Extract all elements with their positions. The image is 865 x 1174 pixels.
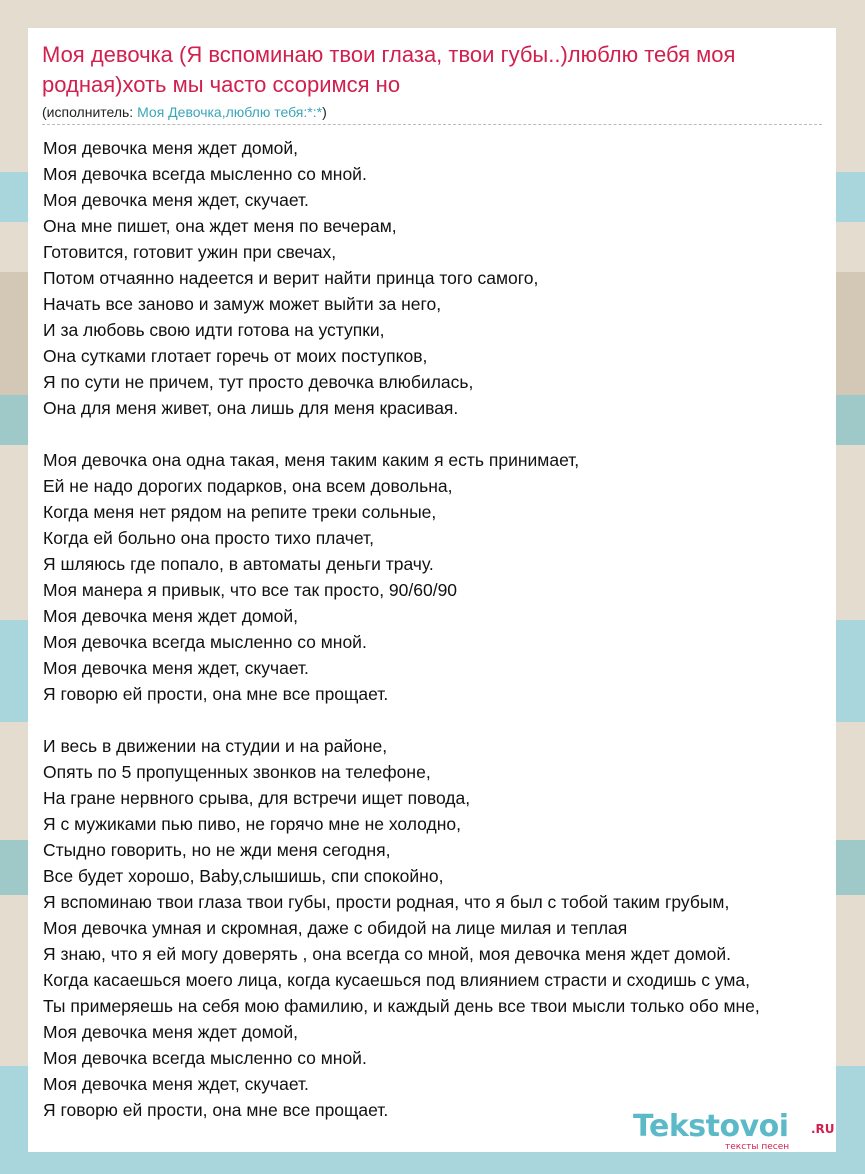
lyric-line: Готовится, готовит ужин при свечах, — [43, 242, 337, 262]
lyric-line: Я говорю ей прости, она мне все прощает. — [43, 1100, 389, 1120]
verse-3 — [43, 733, 865, 1123]
logo-suffix: .RU — [811, 1122, 835, 1136]
lyric-line: Моя девочка меня ждет домой, — [43, 606, 299, 626]
lyric-line: Она мне пишет, она ждет меня по вечерам, — [43, 216, 397, 236]
lyric-line: Я знаю, что я ей могу доверять , она всегда со мной, моя девочка меня ждет домой. — [43, 944, 732, 964]
lyric-line: Ты примеряешь на себя мою фамилию, и каждый день все твои мысли только обо мне, — [43, 996, 760, 1016]
lyric-line: Она сутками глотает горечь от моих поступков, — [43, 346, 428, 366]
divider — [42, 124, 822, 125]
lyric-line: На гране нервного срыва, для встречи ищет повода, — [43, 788, 471, 808]
lyric-line: Моя девочка меня ждет, скучает. — [43, 1074, 309, 1094]
lyric-line: Я вспоминаю твои глаза твои губы, прости родная, что я был с тобой таким грубым, — [43, 892, 730, 912]
lyric-line: Все будет хорошо, Baby,слышишь, спи спокойно, — [43, 866, 444, 886]
page-title: Моя девочка (Я вспоминаю твои глаза, твои губы..)люблю тебя моя родная)хоть мы часто ссоримся но — [42, 42, 736, 97]
lyric-line: Когда меня нет рядом на репите треки сольные, — [43, 502, 437, 522]
performer-link[interactable]: Моя Девочка,люблю тебя:*:* — [137, 104, 323, 120]
lyric-line: Моя девочка меня ждет, скучает. — [43, 190, 309, 210]
lyrics-body — [43, 135, 865, 1123]
performer-prefix: (исполнитель: — [42, 104, 138, 120]
lyric-line: Начать все заново и замуж может выйти за него, — [43, 294, 442, 314]
verse-1 — [43, 135, 865, 421]
lyric-line: Моя девочка она одна такая, меня таким каким я есть принимает, — [43, 450, 580, 470]
lyric-line: И весь в движении на студии и на районе, — [43, 736, 388, 756]
verse-2 — [43, 447, 865, 707]
lyric-line: Моя девочка всегда мысленно со мной. — [43, 164, 367, 184]
lyric-line: Я с мужиками пью пиво, не горячо мне не холодно, — [43, 814, 461, 834]
lyric-line: Потом отчаянно надеется и верит найти принца того самого, — [43, 268, 539, 288]
site-logo[interactable] — [633, 1108, 843, 1156]
lyric-line: Стыдно говорить, но не жди меня сегодня, — [43, 840, 391, 860]
performer-suffix: ) — [322, 104, 327, 120]
lyric-line: Опять по 5 пропущенных звонков на телефоне, — [43, 762, 431, 782]
logo-text: Tekstovoi — [633, 1109, 789, 1144]
lyric-line: И за любовь свою идти готова на уступки, — [43, 320, 385, 340]
verse-gap — [43, 707, 865, 733]
lyric-line: Моя девочка всегда мысленно со мной. — [43, 632, 367, 652]
lyric-line: Моя манера я привык, что все так просто, 90/60/90 — [43, 580, 458, 600]
lyric-line: Когда ей больно она просто тихо плачет, — [43, 528, 374, 548]
lyric-line: Я говорю ей прости, она мне все прощает. — [43, 684, 389, 704]
performer-line — [42, 103, 327, 121]
logo-tagline: тексты песен — [725, 1142, 790, 1152]
lyric-line: Когда касаешься моего лица, когда кусаешься под влиянием страсти и сходишь с ума, — [43, 970, 751, 990]
lyric-line: Моя девочка всегда мысленно со мной. — [43, 1048, 367, 1068]
lyric-line: Моя девочка умная и скромная, даже с обидой на лице милая и теплая — [43, 918, 628, 938]
lyric-line: Я по сути не причем, тут просто девочка влюбилась, — [43, 372, 474, 392]
lyric-line: Ей не надо дорогих подарков, она всем довольна, — [43, 476, 453, 496]
lyric-line: Я шляюсь где попало, в автоматы деньги трачу. — [43, 554, 434, 574]
verse-gap — [43, 421, 865, 447]
lyric-line: Моя девочка меня ждет домой, — [43, 138, 299, 158]
lyric-line: Она для меня живет, она лишь для меня красивая. — [43, 398, 459, 418]
lyric-line: Моя девочка меня ждет домой, — [43, 1022, 299, 1042]
lyric-line: Моя девочка меня ждет, скучает. — [43, 658, 309, 678]
